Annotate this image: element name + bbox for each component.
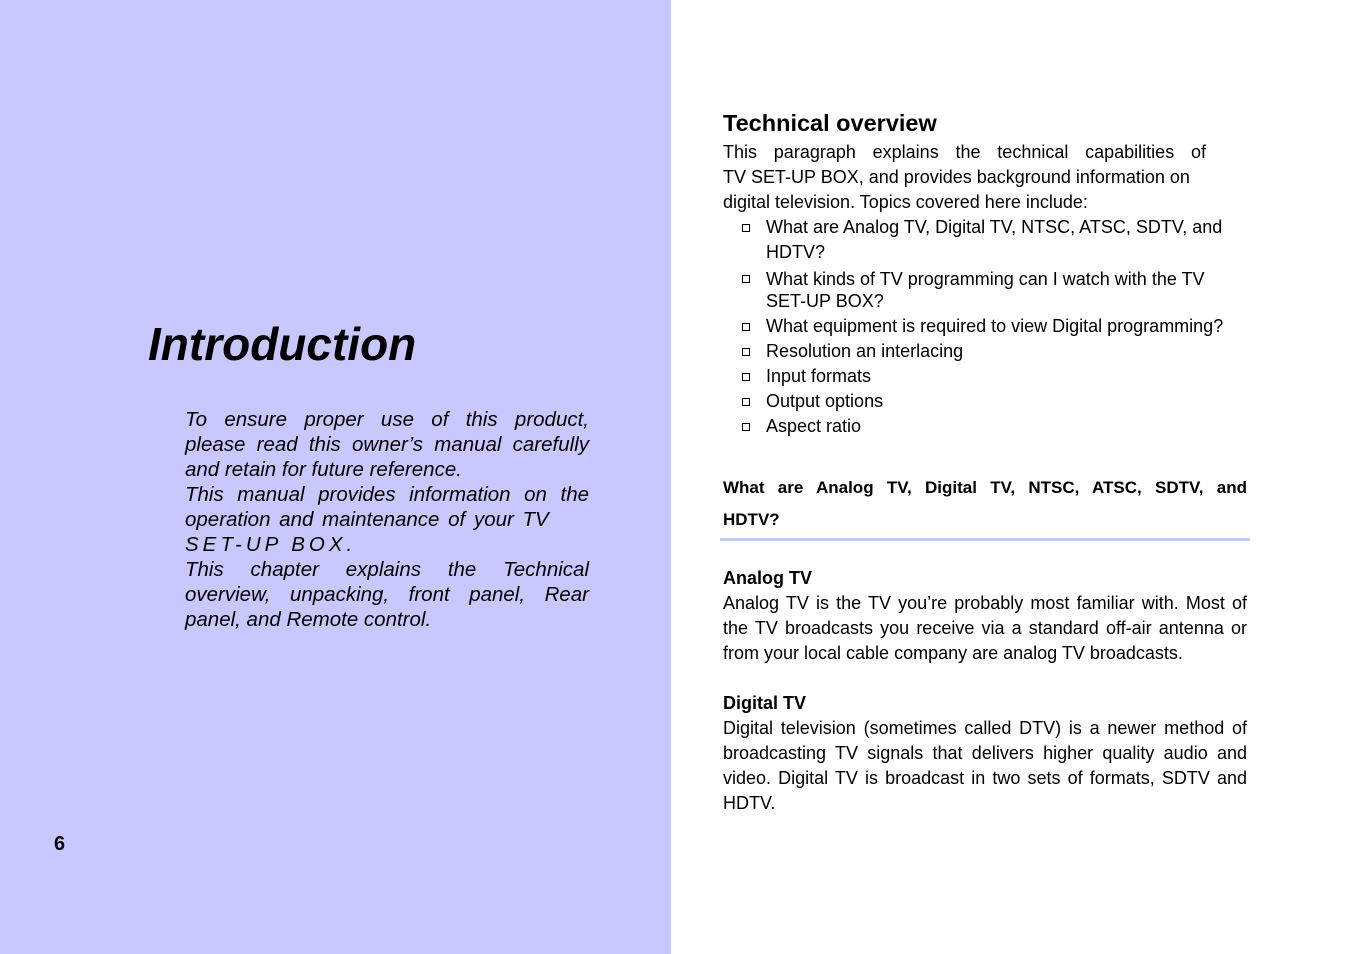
analog-tv-line: the TV broadcasts you receive via a standard off-air antenna or [723,618,1247,638]
square-bullet-icon [742,423,750,431]
section-title: Technical overview [723,110,937,136]
list-item-text: What kinds of TV programming can I watch with the TV [766,269,1205,289]
overview-line: TV SET-UP BOX, and provides background information on [723,167,1190,187]
page-title: Introduction [148,318,417,370]
square-bullet-icon [742,398,750,406]
list-item-text: What are Analog TV, Digital TV, NTSC, ATSC, SDTV, and [766,217,1223,237]
overview-paragraph [723,140,1247,215]
overview-line: This paragraph explains the technical capabilities of [723,142,1206,162]
list-item-text: What equipment is required to view Digital programming? [766,316,1224,336]
intro-line: operation and maintenance of your TV [185,508,549,531]
list-item-text: SET-UP BOX? [766,291,884,311]
list-item-text: Input formats [766,366,872,386]
digital-tv-line: HDTV. [723,793,776,813]
digital-tv-line: broadcasting TV signals that delivers higher quality audio and [723,743,1247,763]
topic-list [723,215,1247,439]
intro-line: and retain for future reference. [185,458,462,481]
digital-tv-line: Digital television (sometimes called DTV) is a newer method of [723,718,1247,738]
subheading-question [723,472,1247,536]
intro-line: please read this owner’s manual carefully [185,433,589,456]
analog-tv-section [723,566,1247,666]
analog-tv-line: Analog TV is the TV you’re probably most familiar with. Most of [723,593,1247,613]
digital-tv-section [723,691,1247,816]
list-item [723,414,1247,439]
digital-tv-title: Digital TV [723,693,807,713]
square-bullet-icon [742,348,750,356]
subheading-line: HDTV? [723,510,780,529]
intro-line: SET-UP BOX. [185,533,357,556]
list-item-text: Resolution an interlacing [766,341,964,361]
analog-tv-line: from your local cable company are analog TV broadcasts. [723,643,1183,663]
analog-tv-title: Analog TV [723,568,812,588]
left-page-panel [0,0,671,954]
subheading-line: What are Analog TV, Digital TV, NTSC, ATSC, SDTV, and [723,478,1247,497]
square-bullet-icon [742,224,750,232]
page-number: 6 [54,833,66,855]
list-item [723,389,1247,414]
list-item [723,265,1247,314]
right-page-panel [723,0,1247,954]
section-divider [720,538,1250,541]
intro-line: overview, unpacking, front panel, Rear [185,583,589,606]
intro-line: To ensure proper use of this product, [185,408,589,431]
digital-tv-line: video. Digital TV is broadcast in two sets of formats, SDTV and [723,768,1247,788]
intro-line: panel, and Remote control. [185,608,432,631]
list-item [723,364,1247,389]
list-item [723,215,1247,265]
overview-line: digital television. Topics covered here include: [723,192,1088,212]
intro-line: This manual provides information on the [185,483,589,506]
list-item [723,339,1247,364]
square-bullet-icon [742,373,750,381]
square-bullet-icon [742,275,750,283]
intro-paragraph [185,407,589,632]
square-bullet-icon [742,323,750,331]
list-item-text: Aspect ratio [766,416,862,436]
intro-line: This chapter explains the Technical [185,558,589,581]
list-item-text: Output options [766,391,884,411]
list-item [723,314,1247,339]
list-item-text: HDTV? [766,242,826,262]
